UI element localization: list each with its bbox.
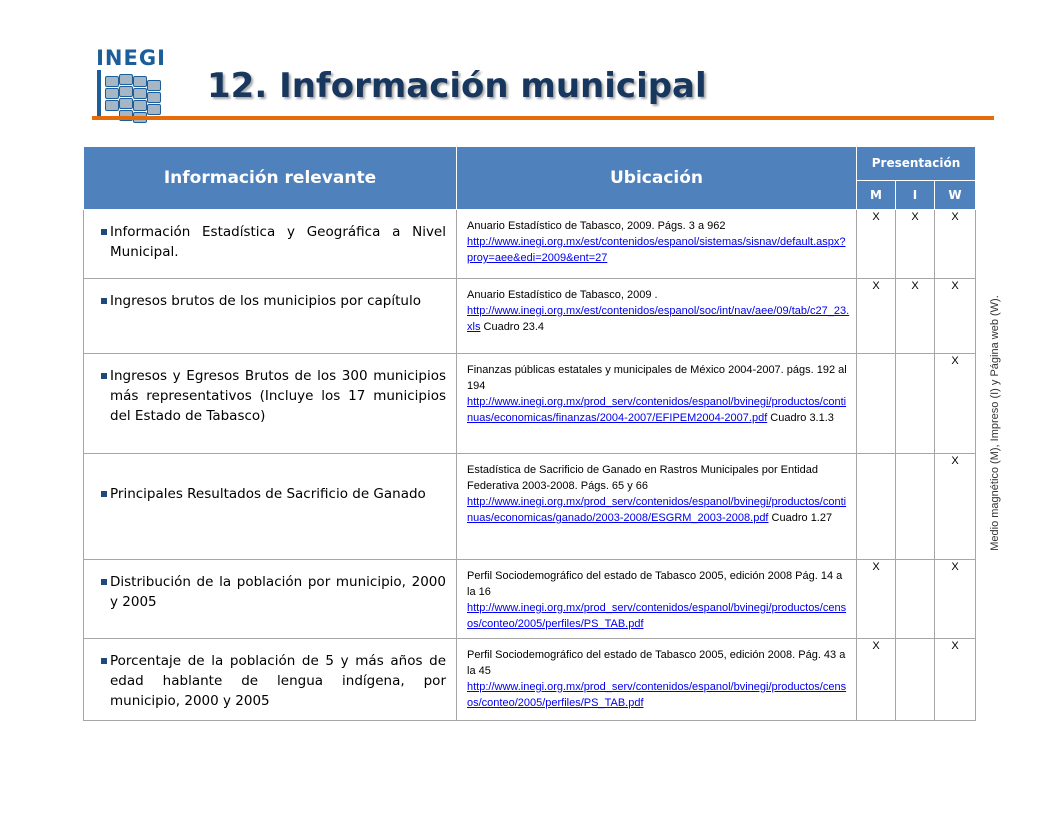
ubicacion-text: Anuario Estadístico de Tabasco, 2009 . — [467, 289, 658, 301]
table-row — [84, 454, 976, 560]
info-table — [83, 146, 976, 721]
table-row — [84, 354, 976, 454]
ubicacion-cell — [457, 210, 857, 279]
ubicacion-text: Perfil Sociodemográfico del estado de Tabasco 2005, edición 2008 Pág. 14 a la 16 — [467, 570, 843, 598]
page-title: 12. Información municipal — [207, 66, 707, 106]
mark-m: X — [857, 210, 896, 279]
ubicacion-suffix: Cuadro 1.27 — [768, 512, 833, 524]
mark-i: X — [896, 210, 935, 279]
source-link[interactable]: http://www.inegi.org.mx/prod_serv/contenidos/espanol/bvinegi/productos/censos/conteo/2005/perfiles/PS_TAB.pdf — [467, 681, 847, 709]
info-text: Distribución de la población por municipio, 2000 y 2005 — [110, 574, 446, 610]
mark-w: X — [935, 279, 976, 354]
logo-dots — [97, 74, 167, 120]
mark-m — [857, 354, 896, 454]
source-link[interactable]: http://www.inegi.org.mx/est/contenidos/espanol/soc/int/nav/aee/09/tab/c27_23.xls — [467, 305, 850, 333]
bullet-icon — [102, 492, 106, 496]
header-w: W — [935, 180, 976, 209]
side-note — [988, 264, 1002, 582]
header-info: Información relevante — [84, 147, 457, 210]
ubicacion-text: Estadística de Sacrificio de Ganado en Rastros Municipales por Entidad Federativa 2003-2008. Págs. 65 y 66 — [467, 464, 818, 492]
header-m: M — [857, 180, 896, 209]
header-i: I — [896, 180, 935, 209]
source-link[interactable]: http://www.inegi.org.mx/prod_serv/contenidos/espanol/bvinegi/productos/continuas/economicas/finanzas/2004-2007/EFIPEM2004-2007.pdf — [467, 396, 847, 424]
header-presentacion: Presentación — [857, 147, 976, 181]
info-text: Principales Resultados de Sacrificio de Ganado — [110, 486, 426, 502]
source-link[interactable]: http://www.inegi.org.mx/est/contenidos/espanol/sistemas/sisnav/default.aspx?proy=aee&edi=2009&ent=27 — [467, 236, 846, 264]
info-cell — [84, 279, 457, 354]
header-ubicacion: Ubicación — [457, 147, 857, 210]
mark-w: X — [935, 210, 976, 279]
mark-w: X — [935, 354, 976, 454]
mark-w: X — [935, 454, 976, 560]
table-row — [84, 279, 976, 354]
ubicacion-suffix: Cuadro 23.4 — [480, 321, 545, 333]
ubicacion-cell — [457, 560, 857, 639]
info-cell — [84, 454, 457, 560]
table-row — [84, 210, 976, 279]
mark-m: X — [857, 639, 896, 721]
ubicacion-cell — [457, 279, 857, 354]
inegi-logo — [93, 46, 169, 122]
info-cell — [84, 210, 457, 279]
info-cell — [84, 560, 457, 639]
mark-i — [896, 560, 935, 639]
bullet-icon — [102, 659, 106, 663]
mark-w: X — [935, 560, 976, 639]
info-text: Información Estadística y Geográfica a Nivel Municipal. — [110, 224, 446, 260]
side-note-text: Medio magnético (M), Impreso (I) y Página web (W). — [989, 295, 1001, 551]
table-row — [84, 639, 976, 721]
mark-i: X — [896, 279, 935, 354]
source-link[interactable]: http://www.inegi.org.mx/prod_serv/contenidos/espanol/bvinegi/productos/censos/conteo/2005/perfiles/PS_TAB.pdf — [467, 602, 847, 630]
mark-m: X — [857, 279, 896, 354]
mark-m: X — [857, 560, 896, 639]
bullet-icon — [102, 230, 106, 234]
logo-text: INEGI — [96, 46, 166, 70]
ubicacion-text: Anuario Estadístico de Tabasco, 2009. Págs. 3 a 962 — [467, 220, 726, 232]
info-text: Porcentaje de la población de 5 y más años de edad hablante de lengua indígena, por municipio, 2000 y 2005 — [110, 653, 446, 709]
ubicacion-cell — [457, 354, 857, 454]
mark-w: X — [935, 639, 976, 721]
mark-m — [857, 454, 896, 560]
bullet-icon — [102, 374, 106, 378]
bullet-icon — [102, 299, 106, 303]
ubicacion-suffix: Cuadro 3.1.3 — [767, 412, 834, 424]
source-link[interactable]: http://www.inegi.org.mx/prod_serv/contenidos/espanol/bvinegi/productos/continuas/economicas/ganado/2003-2008/ESGRM_2003-2008.pdf — [467, 496, 847, 524]
ubicacion-text: Perfil Sociodemográfico del estado de Tabasco 2005, edición 2008. Pág. 43 a la 45 — [467, 649, 846, 677]
info-text: Ingresos y Egresos Brutos de los 300 municipios más representativos (Incluye los 17 municipios del Estado de Tabasco) — [110, 368, 446, 424]
title-divider — [92, 116, 994, 120]
mark-i — [896, 354, 935, 454]
table-row — [84, 560, 976, 639]
mark-i — [896, 454, 935, 560]
ubicacion-cell — [457, 454, 857, 560]
info-text: Ingresos brutos de los municipios por capítulo — [110, 293, 421, 309]
info-cell — [84, 639, 457, 721]
mark-i — [896, 639, 935, 721]
ubicacion-cell — [457, 639, 857, 721]
ubicacion-text: Finanzas públicas estatales y municipales de México 2004-2007. págs. 192 al 194 — [467, 364, 847, 392]
bullet-icon — [102, 580, 106, 584]
info-cell — [84, 354, 457, 454]
